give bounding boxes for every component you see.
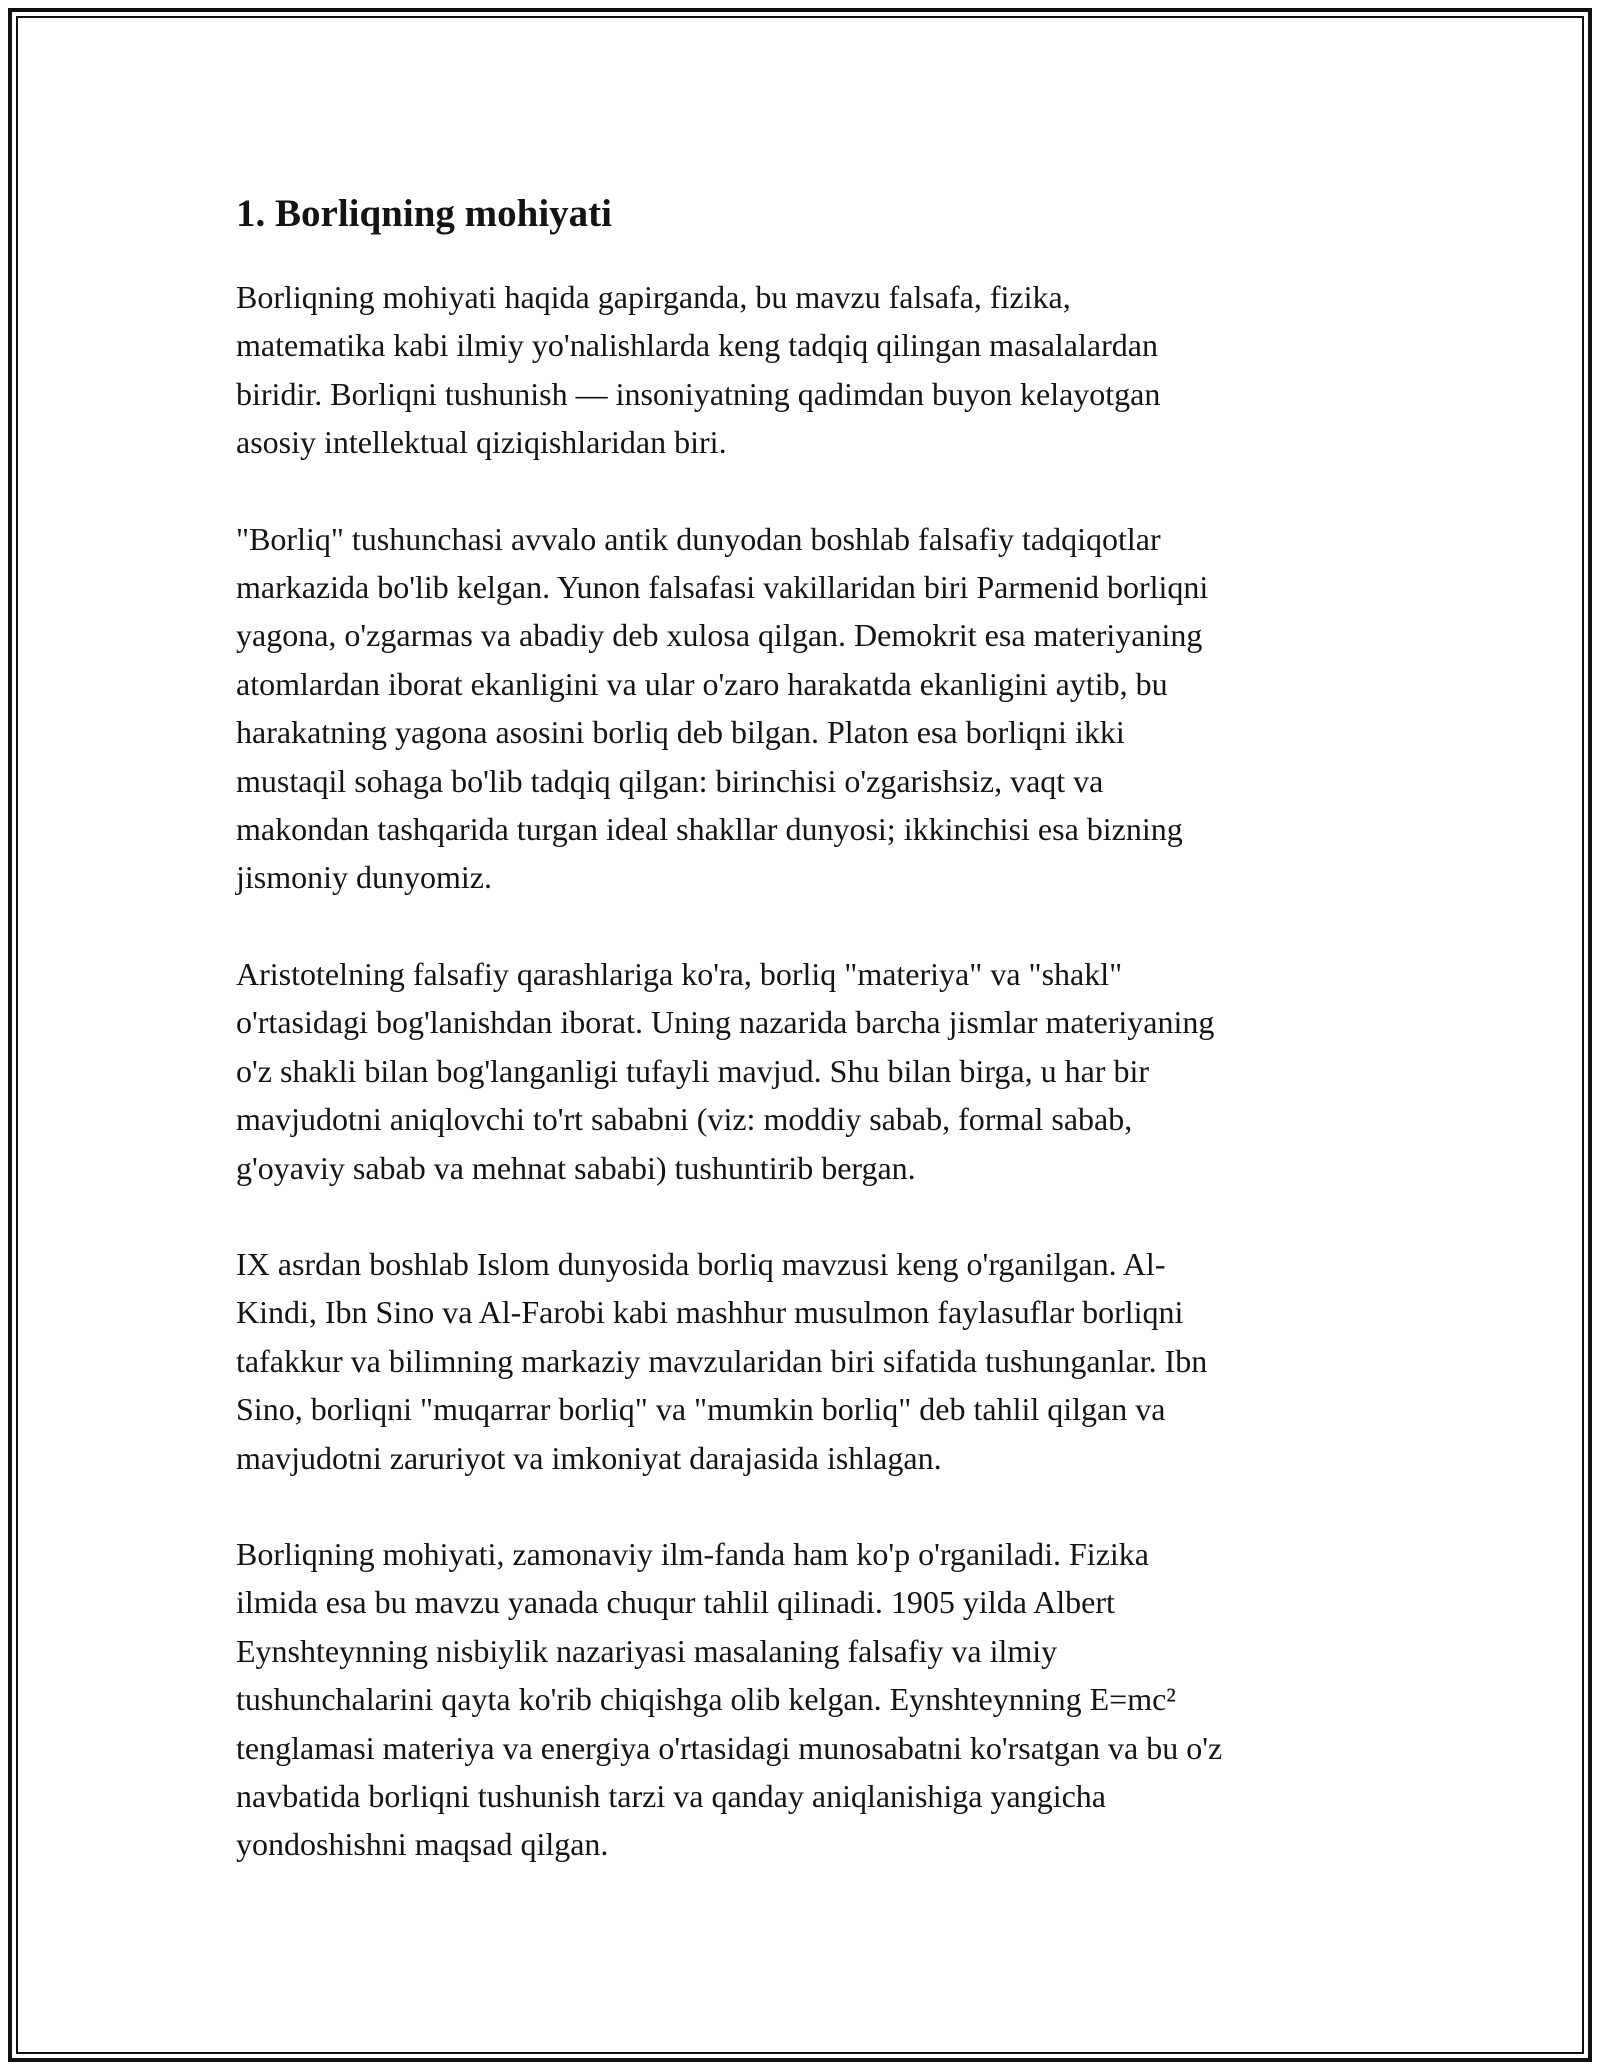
text-line: Borliqning mohiyati haqida gapirganda, bu mavzu falsafa, fizika, bbox=[236, 279, 1071, 315]
text-line: asosiy intellektual qiziqishlaridan biri. bbox=[236, 424, 727, 461]
text-line: g'oyaviy sabab va mehnat sababi) tushuntirib bergan. bbox=[236, 1149, 916, 1186]
paragraph-aristotle bbox=[236, 950, 1372, 1192]
paragraph-antiquity bbox=[236, 515, 1372, 902]
text-line: navbatida borliqni tushunish tarzi va qanday aniqlanishiga yangicha bbox=[236, 1777, 1106, 1814]
text-line: yagona, o'zgarmas va abadiy deb xulosa qilgan. Demokrit esa materiyaning bbox=[236, 617, 1203, 654]
paragraph-introduction bbox=[236, 273, 1372, 467]
text-line: o'rtasidagi bog'lanishdan iborat. Uning nazarida barcha jismlar materiyaning bbox=[236, 1004, 1215, 1041]
paragraph-islamic-world bbox=[236, 1240, 1372, 1482]
text-line: mavjudotni zaruriyot va imkoniyat darajasida ishlagan. bbox=[236, 1439, 942, 1476]
text-line: Borliqning mohiyati, zamonaviy ilm-fanda ham ko'p o'rganiladi. Fizika bbox=[236, 1535, 1149, 1572]
text-line: o'z shakli bilan bog'langanligi tufayli mavjud. Shu bilan birga, u har bir bbox=[236, 1052, 1149, 1089]
text-line: jismoniy dunyomiz. bbox=[236, 859, 492, 896]
text-line: Kindi, Ibn Sino va Al-Farobi kabi mashhur musulmon faylasuflar borliqni bbox=[236, 1294, 1184, 1331]
text-line: IX asrdan boshlab Islom dunyosida borliq mavzusi keng o'rganilgan. Al- bbox=[236, 1245, 1166, 1282]
section-title: 1. Borliqning mohiyati bbox=[236, 192, 612, 235]
text-line: Sino, borliqni "muqarrar borliq" va "mumkin borliq" deb tahlil qilgan va bbox=[236, 1391, 1166, 1428]
text-line: biridir. Borliqni tushunish — insoniyatning qadimdan buyon kelayotgan bbox=[236, 375, 1161, 412]
text-line: yondoshishni maqsad qilgan. bbox=[236, 1826, 609, 1863]
text-line: matematika kabi ilmiy yo'nalishlarda keng tadqiq qilingan masalalardan bbox=[236, 327, 1158, 364]
paragraph-modern-science bbox=[236, 1530, 1372, 1869]
text-line: atomlardan iborat ekanligini va ular o'zaro harakatda ekanligini aytib, bu bbox=[236, 665, 1168, 702]
document-body bbox=[236, 186, 1372, 1917]
text-line: ilmida esa bu mavzu yanada chuqur tahlil qilinadi. 1905 yilda Albert bbox=[236, 1584, 1115, 1621]
text-line: tenglamasi materiya va energiya o'rtasidagi munosabatni ko'rsatgan va bu o'z bbox=[236, 1729, 1223, 1766]
text-line: makondan tashqarida turgan ideal shakllar dunyosi; ikkinchisi esa bizning bbox=[236, 811, 1183, 848]
text-line: mustaqil sohaga bo'lib tadqiq qilgan: birinchisi o'zgarishsiz, vaqt va bbox=[236, 762, 1104, 799]
text-line: Eynshteynning nisbiylik nazariyasi masalaning falsafiy va ilmiy bbox=[236, 1632, 1058, 1669]
text-line: harakatning yagona asosini borliq deb bilgan. Platon esa borliqni ikki bbox=[236, 714, 1125, 751]
text-line: "Borliq" tushunchasi avvalo antik dunyodan boshlab falsafiy tadqiqotlar bbox=[236, 520, 1161, 557]
text-line: mavjudotni aniqlovchi to'rt sababni (viz: moddiy sabab, formal sabab, bbox=[236, 1101, 1133, 1138]
text-line: Aristotelning falsafiy qarashlariga ko'ra, borliq "materiya" va "shakl" bbox=[236, 955, 1123, 992]
text-line: markazida bo'lib kelgan. Yunon falsafasi vakillaridan biri Parmenid borliqni bbox=[236, 569, 1209, 606]
text-line: tushunchalarini qayta ko'rib chiqishga olib kelgan. Eynshteynning E=mc² bbox=[236, 1681, 1176, 1718]
text-line: tafakkur va bilimning markaziy mavzularidan biri sifatida tushunganlar. Ibn bbox=[236, 1342, 1208, 1379]
